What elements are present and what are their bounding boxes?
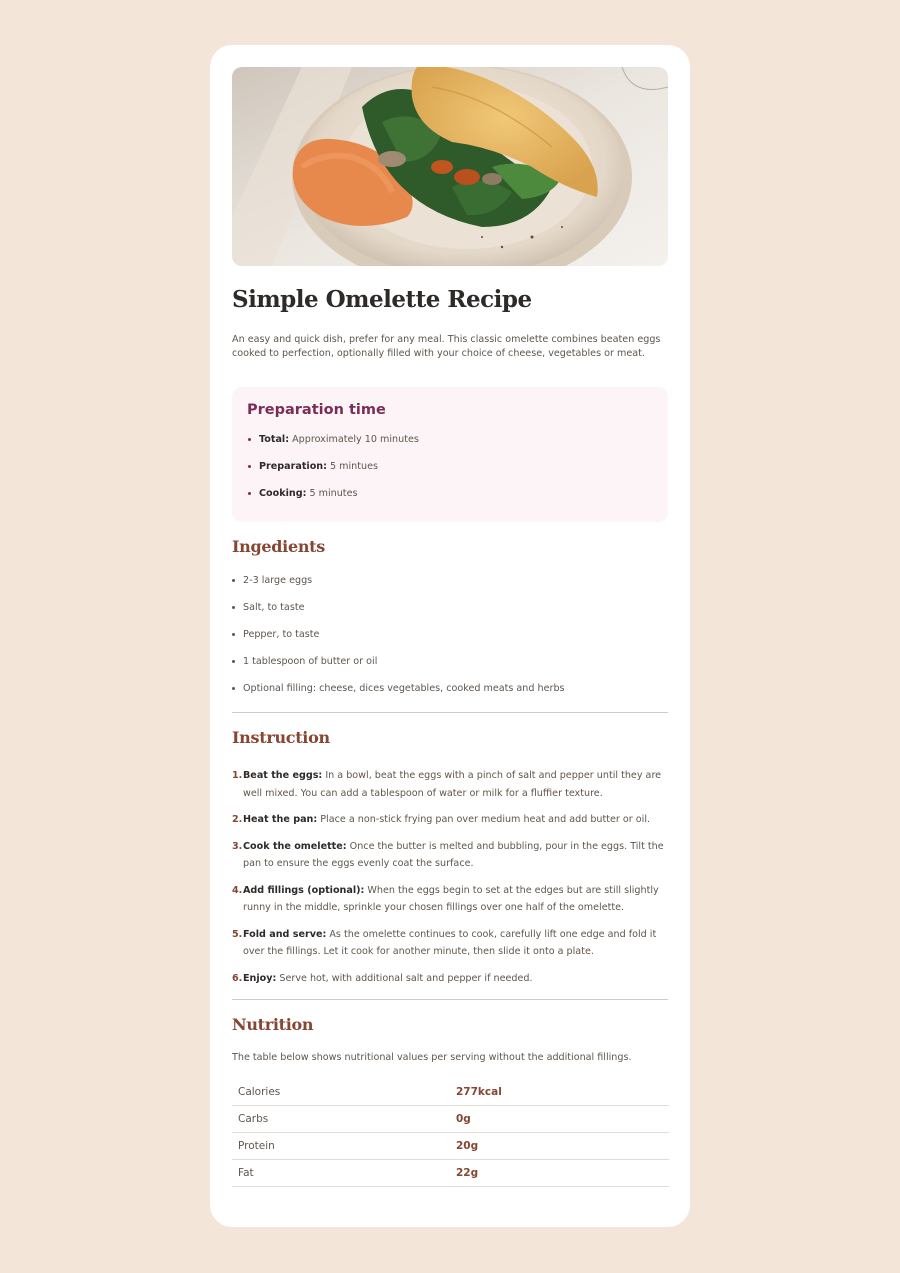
ingredients-heading: Ingedients bbox=[232, 537, 325, 556]
nutrition-heading: Nutrition bbox=[232, 1015, 314, 1034]
recipe-intro: An easy and quick dish, prefer for any meal. This classic omelette combines beaten eggs cooked to perfection, optionally filled with your choice of cheese, vegetables or meat. bbox=[232, 334, 661, 359]
list-item: Total: Approximately 10 minutes bbox=[247, 434, 653, 446]
nutrient-label: Calories bbox=[232, 1079, 450, 1106]
nutrition-table bbox=[232, 1079, 669, 1187]
list-item: 2-3 large eggs bbox=[232, 575, 668, 587]
nutrient-value: 0g bbox=[450, 1106, 669, 1133]
list-item: 3. Cook the omelette: Once the butter is melted and bubbling, pour in the eggs. Tilt the pan to ensure the eggs evenly coat the surface. bbox=[232, 840, 664, 869]
list-item: 2. Heat the pan: Place a non-stick frying pan over medium heat and add butter or oil. bbox=[232, 814, 651, 825]
table-row bbox=[232, 1133, 669, 1160]
nutrient-label: Carbs bbox=[232, 1106, 450, 1133]
ingredients-list bbox=[232, 575, 668, 695]
list-item: 5. Fold and serve: As the omelette continues to cook, carefully lift one edge and fold it over the fillings. Let it cook for another minute, then slide it onto a plate. bbox=[232, 928, 657, 957]
preparation-time-box bbox=[232, 387, 668, 522]
preparation-list bbox=[247, 434, 653, 500]
list-item: Cooking: 5 minutes bbox=[247, 488, 653, 500]
nutrient-label: Fat bbox=[232, 1160, 450, 1187]
ingredients-section bbox=[232, 537, 668, 695]
nutrition-description: The table below shows nutritional values per serving without the additional fillings. bbox=[232, 1052, 632, 1063]
nutrient-value: 20g bbox=[450, 1133, 669, 1160]
nutrient-value: 277kcal bbox=[450, 1079, 669, 1106]
divider bbox=[232, 712, 668, 713]
nutrition-section bbox=[232, 1015, 668, 1187]
table-row bbox=[232, 1106, 669, 1133]
list-item: 6. Enjoy: Serve hot, with additional salt and pepper if needed. bbox=[232, 972, 533, 984]
list-item: Optional filling: cheese, dices vegetables, cooked meats and herbs bbox=[232, 683, 668, 695]
instructions-section bbox=[232, 728, 668, 987]
table-row bbox=[232, 1079, 669, 1106]
preparation-heading: Preparation time bbox=[247, 402, 386, 418]
list-item: 1 tablespoon of butter or oil bbox=[232, 656, 668, 668]
instructions-heading: Instruction bbox=[232, 728, 330, 747]
list-item: 4. Add fillings (optional): When the eggs begin to set at the edges but are still slightly runny in the middle, sprinkle your chosen fillings over one half of the omelette. bbox=[232, 884, 659, 913]
instructions-list bbox=[232, 767, 668, 987]
nutrient-value: 22g bbox=[450, 1160, 669, 1187]
list-item: 1. Beat the eggs: In a bowl, beat the eggs with a pinch of salt and pepper until they are well mixed. You can add a tablespoon of water or milk for a fluffier texture. bbox=[232, 770, 662, 799]
divider bbox=[232, 999, 668, 1000]
recipe-title: Simple Omelette Recipe bbox=[232, 286, 532, 313]
list-item: Salt, to taste bbox=[232, 602, 668, 614]
recipe-card bbox=[210, 45, 690, 1227]
omelette-photo bbox=[232, 67, 668, 266]
list-item: Preparation: 5 mintues bbox=[247, 461, 653, 473]
nutrient-label: Protein bbox=[232, 1133, 450, 1160]
table-row bbox=[232, 1160, 669, 1187]
list-item: Pepper, to taste bbox=[232, 629, 668, 641]
